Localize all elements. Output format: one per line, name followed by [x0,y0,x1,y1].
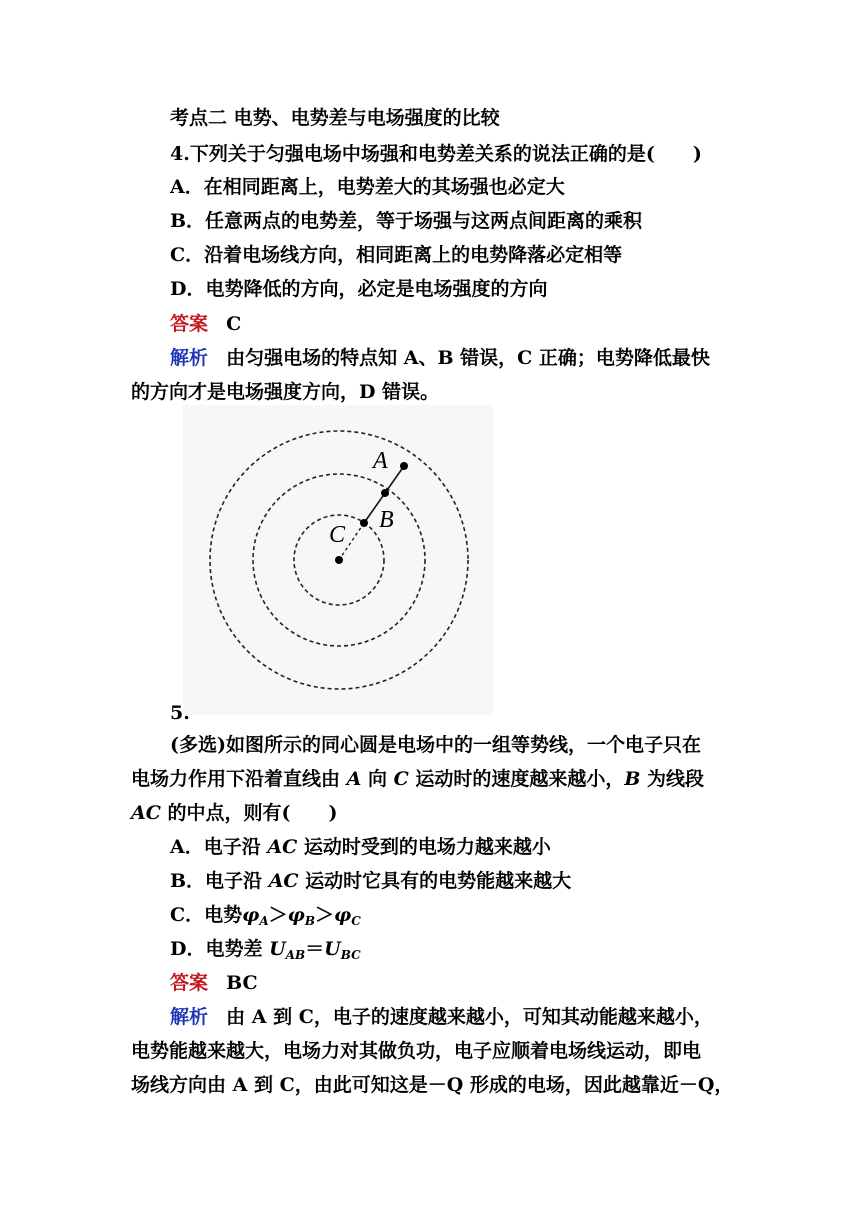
answer-value: C [226,313,242,335]
question-4-option-b: B．任意两点的电势差，等于场强与这两点间距离的乘积 [170,210,643,232]
question-4-option-a: A．在相同距离上，电势差大的其场强也必定大 [170,176,565,198]
analysis-label: 解析 [170,1006,209,1028]
u-symbol: U [269,938,286,960]
question-4-option-d: D．电势降低的方向，必定是电场强度的方向 [170,278,548,300]
analysis-label: 解析 [170,347,209,369]
section-title: 考点二 电势、电势差与电场强度的比较 [170,107,500,129]
option-text: B．电子沿 [170,870,269,892]
question-5-stem-line-1: (多选)如图所示的同心圆是电场中的一组等势线，一个电子只在 [170,734,701,756]
point-a [400,462,408,470]
answer-label: 答案 [170,972,209,994]
analysis-text: 由匀强电场的特点知 A、B 错误，C 正确；电势降低最快 [226,347,710,369]
question-5-option-b [170,864,770,898]
option-text: 运动时受到的电场力越来越小 [297,836,551,858]
question-4-analysis-line-1 [170,341,730,375]
phi-symbol: φ [242,904,260,926]
subscript-ab: AB [285,948,306,962]
stem-text: 电场力作用下沿着直线由 [131,768,347,790]
option-text: 运动时它具有的电势能越来越大 [298,870,572,892]
figure-svg [183,405,493,715]
label-c: C [329,522,346,548]
label-b: B [379,507,394,533]
greater-than: ＞ [315,904,335,926]
stem-var-c: C [393,768,409,790]
point-b [360,519,368,527]
question-5-analysis-line-1 [170,1000,730,1034]
subscript-c: C [351,914,361,928]
point-mid-ab [381,489,389,497]
stem-var-ac: AC [131,802,161,824]
greater-than: ＞ [268,904,288,926]
option-var-ac: AC [268,870,299,892]
stem-var-b: B [624,768,641,790]
u-symbol: U [324,938,341,960]
answer-value: BC [226,972,258,994]
question-5-answer [170,966,770,1000]
stem-text: 为线段 [640,768,705,790]
answer-label: 答案 [170,313,209,335]
option-text: C．电势 [170,904,243,926]
phi-symbol: φ [334,904,352,926]
question-4-analysis-line-2: 的方向才是电场强度方向，D 错误。 [131,381,440,403]
phi-symbol: φ [287,904,305,926]
stem-text: 向 [361,768,394,790]
question-5-option-a [170,830,770,864]
equals-sign: ＝ [305,938,325,960]
question-5-analysis-line-2: 电势能越来越大，电场力对其做负功，电子应顺着电场线运动，即电 [131,1040,702,1062]
label-a: A [373,448,388,474]
question-5-analysis-line-3: 场线方向由 A 到 C，由此可知这是－Q 形成的电场，因此越靠近－Q， [131,1074,734,1096]
question-4-answer [170,307,770,341]
question-5-stem-line-2 [131,762,731,796]
question-4-option-c: C．沿着电场线方向，相同距离上的电势降落必定相等 [170,244,623,266]
question-4-stem: 4.下列关于匀强电场中场强和电势差关系的说法正确的是( ) [170,143,702,165]
option-text: D．电势差 [170,938,270,960]
analysis-text: 由 A 到 C，电子的速度越来越小，可知其动能越来越小， [226,1006,713,1028]
stem-text: 的中点，则有( ) [160,802,338,824]
question-5-stem-line-3 [131,796,731,830]
option-text: A．电子沿 [170,836,268,858]
stem-var-a: A [346,768,362,790]
question-5-number: 5. [170,702,190,724]
subscript-b: B [304,914,316,928]
stem-text: 运动时的速度越来越小， [408,768,625,790]
subscript-bc: BC [340,948,361,962]
concentric-equipotential-figure [183,405,493,715]
option-var-ac: AC [267,836,298,858]
point-center [335,556,343,564]
subscript-a: A [259,914,269,928]
